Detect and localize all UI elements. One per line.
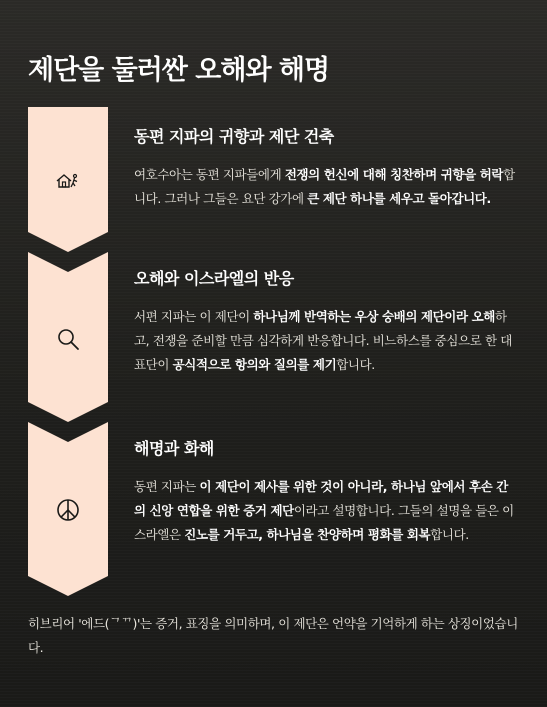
step-1	[134, 124, 519, 211]
step-heading: 오해와 이스라엘의 반응	[134, 269, 294, 288]
step-body: 서편 지파는 이 제단이 하나님께 반역하는 우상 숭배의 제단이라 오해하고, 전쟁을 준비할 만큼 심각하게 반응합니다. 비느하스를 중심으로 한 대표단이 공식적으로 항의와 질의를 제기합니다.	[134, 309, 512, 372]
step-heading: 동편 지파의 귀향과 제단 건축	[134, 127, 334, 146]
step-2	[134, 266, 519, 377]
step-body: 여호수아는 동편 지파들에게 전쟁의 헌신에 대해 칭찬하며 귀향을 허락합니다. 그러나 그들은 요단 강가에 큰 제단 하나를 세우고 돌아갑니다.	[134, 167, 515, 206]
footnote: 히브리어 '에드(ᄀᄁ)'는 증거, 표징을 의미하며, 이 제단은 언약을 기억하게 하는 상징이었습니다.	[28, 616, 518, 655]
search-icon	[55, 326, 81, 352]
step-3	[134, 436, 519, 547]
house-walk-icon	[55, 168, 81, 194]
page-title: 제단을 둘러싼 오해와 해명	[28, 55, 330, 86]
step-body: 동편 지파는 이 제단이 제사를 위한 것이 아니라, 하나님 앞에서 후손 간의 신앙 연합을 위한 증거 제단이라고 설명합니다. 그들의 설명을 들은 이스라엘은 진노를 거두고, 하나님을 찬양하며 평화를 회복합니다.	[134, 479, 514, 542]
step-heading: 해명과 화해	[134, 439, 214, 458]
peace-icon	[55, 497, 81, 523]
